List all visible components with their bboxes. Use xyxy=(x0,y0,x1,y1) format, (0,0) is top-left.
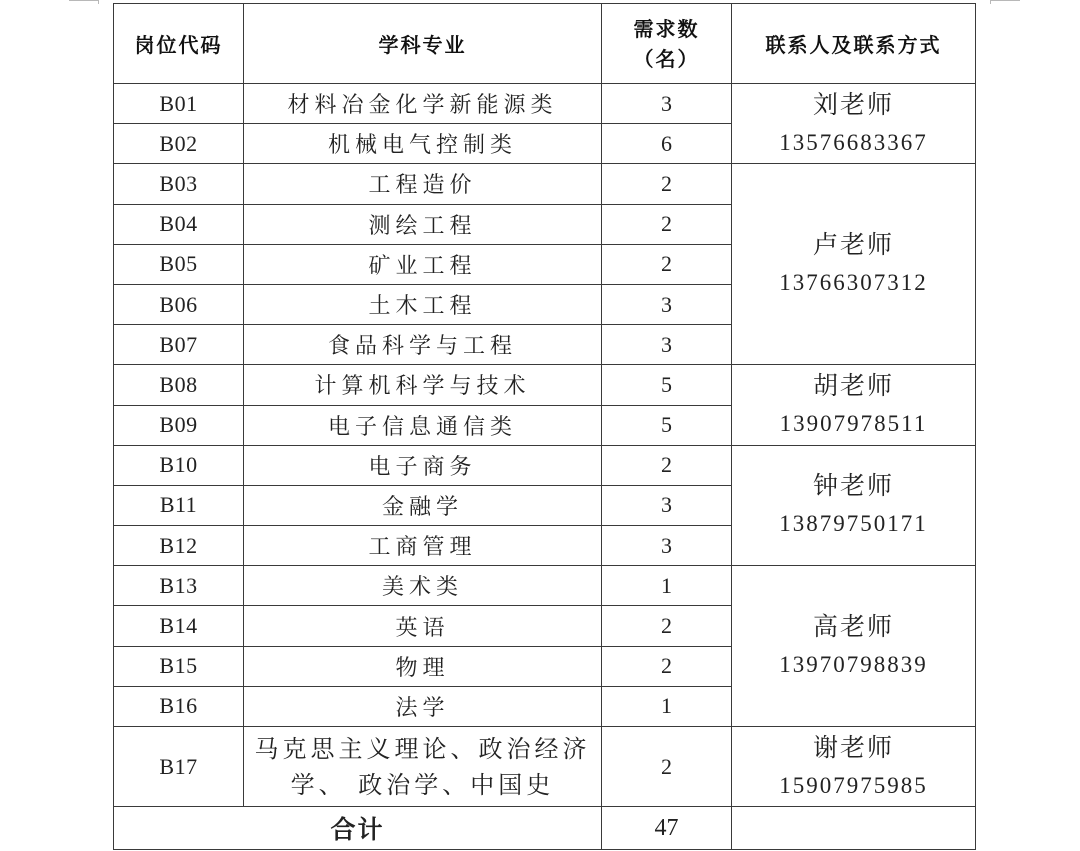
contact-name: 高老师 xyxy=(812,612,894,642)
demand-count: 2 xyxy=(602,727,732,807)
table-row xyxy=(114,445,976,485)
major-name xyxy=(244,727,602,807)
position-code: B02 xyxy=(114,124,244,164)
contact-name: 谢老师 xyxy=(812,732,894,762)
contact-cell xyxy=(732,566,976,727)
contact-name: 刘老师 xyxy=(812,89,894,119)
major-name: 物理 xyxy=(244,646,602,686)
contact-cell xyxy=(732,164,976,365)
contact-phone: 13576683367 xyxy=(779,129,928,155)
table-row xyxy=(114,727,976,807)
position-code: B01 xyxy=(114,84,244,124)
demand-count: 3 xyxy=(602,284,732,324)
header-major: 学科专业 xyxy=(244,4,602,84)
header-contact: 联系人及联系方式 xyxy=(732,4,976,84)
position-code: B08 xyxy=(114,365,244,405)
total-label: 合计 xyxy=(114,807,602,850)
crop-mark xyxy=(69,0,99,1)
contact-cell xyxy=(732,727,976,807)
major-name: 法学 xyxy=(244,686,602,726)
contact-cell xyxy=(732,84,976,164)
demand-count: 2 xyxy=(602,244,732,284)
demand-count: 2 xyxy=(602,606,732,646)
position-code: B12 xyxy=(114,526,244,566)
total-contact-empty xyxy=(732,807,976,850)
demand-count: 2 xyxy=(602,164,732,204)
demand-count: 5 xyxy=(602,405,732,445)
contact-cell xyxy=(732,445,976,566)
demand-count: 2 xyxy=(602,445,732,485)
demand-count: 2 xyxy=(602,646,732,686)
contact-phone: 13879750171 xyxy=(779,511,928,537)
table-row xyxy=(114,365,976,405)
header-count xyxy=(602,4,732,84)
contact-name: 钟老师 xyxy=(812,471,894,501)
crop-mark xyxy=(98,0,99,4)
position-code: B16 xyxy=(114,686,244,726)
position-code: B10 xyxy=(114,445,244,485)
position-code: B06 xyxy=(114,284,244,324)
header-row xyxy=(114,4,976,84)
contact-cell xyxy=(732,365,976,445)
demand-count: 5 xyxy=(602,365,732,405)
table-row xyxy=(114,164,976,204)
major-name-line1: 马克思主义理论、政治经济 xyxy=(254,734,591,763)
position-code: B07 xyxy=(114,325,244,365)
contact-name: 卢老师 xyxy=(812,230,894,260)
contact-phone: 13907978511 xyxy=(779,411,928,436)
position-code: B04 xyxy=(114,204,244,244)
major-name: 计算机科学与技术 xyxy=(244,365,602,405)
demand-count: 6 xyxy=(602,124,732,164)
header-count-line1: 需求数 xyxy=(633,16,700,41)
major-name: 美术类 xyxy=(244,566,602,606)
total-value: 47 xyxy=(602,807,732,850)
contact-phone: 15907975985 xyxy=(779,772,928,798)
position-code: B14 xyxy=(114,606,244,646)
header-code: 岗位代码 xyxy=(114,4,244,84)
demand-count: 1 xyxy=(602,566,732,606)
position-code: B03 xyxy=(114,164,244,204)
contact-phone: 13766307312 xyxy=(779,270,928,296)
major-name: 金融学 xyxy=(244,485,602,525)
demand-count: 3 xyxy=(602,485,732,525)
demand-count: 3 xyxy=(602,84,732,124)
position-code: B09 xyxy=(114,405,244,445)
major-name: 材料冶金化学新能源类 xyxy=(244,84,602,124)
major-name: 土木工程 xyxy=(244,284,602,324)
demand-count: 2 xyxy=(602,204,732,244)
major-name: 电子商务 xyxy=(244,445,602,485)
table-row xyxy=(114,84,976,124)
demand-count: 3 xyxy=(602,526,732,566)
header-count-line2: （名） xyxy=(633,46,700,71)
major-name: 工程造价 xyxy=(244,164,602,204)
major-name: 矿业工程 xyxy=(244,244,602,284)
contact-phone: 13970798839 xyxy=(779,652,928,678)
major-name-line2: 学、 政治学、中国史 xyxy=(290,770,555,799)
major-name: 食品科学与工程 xyxy=(244,325,602,365)
position-code: B17 xyxy=(114,727,244,807)
recruitment-table xyxy=(113,3,976,850)
demand-count: 3 xyxy=(602,325,732,365)
position-code: B11 xyxy=(114,485,244,525)
crop-mark xyxy=(990,0,1020,1)
crop-mark xyxy=(990,0,991,4)
position-code: B13 xyxy=(114,566,244,606)
major-name: 工商管理 xyxy=(244,526,602,566)
total-row xyxy=(114,807,976,850)
major-name: 机械电气控制类 xyxy=(244,124,602,164)
major-name: 测绘工程 xyxy=(244,204,602,244)
contact-name: 胡老师 xyxy=(812,371,894,400)
position-code: B05 xyxy=(114,244,244,284)
major-name: 电子信息通信类 xyxy=(244,405,602,445)
position-code: B15 xyxy=(114,646,244,686)
major-name: 英语 xyxy=(244,606,602,646)
demand-count: 1 xyxy=(602,686,732,726)
table-row xyxy=(114,566,976,606)
